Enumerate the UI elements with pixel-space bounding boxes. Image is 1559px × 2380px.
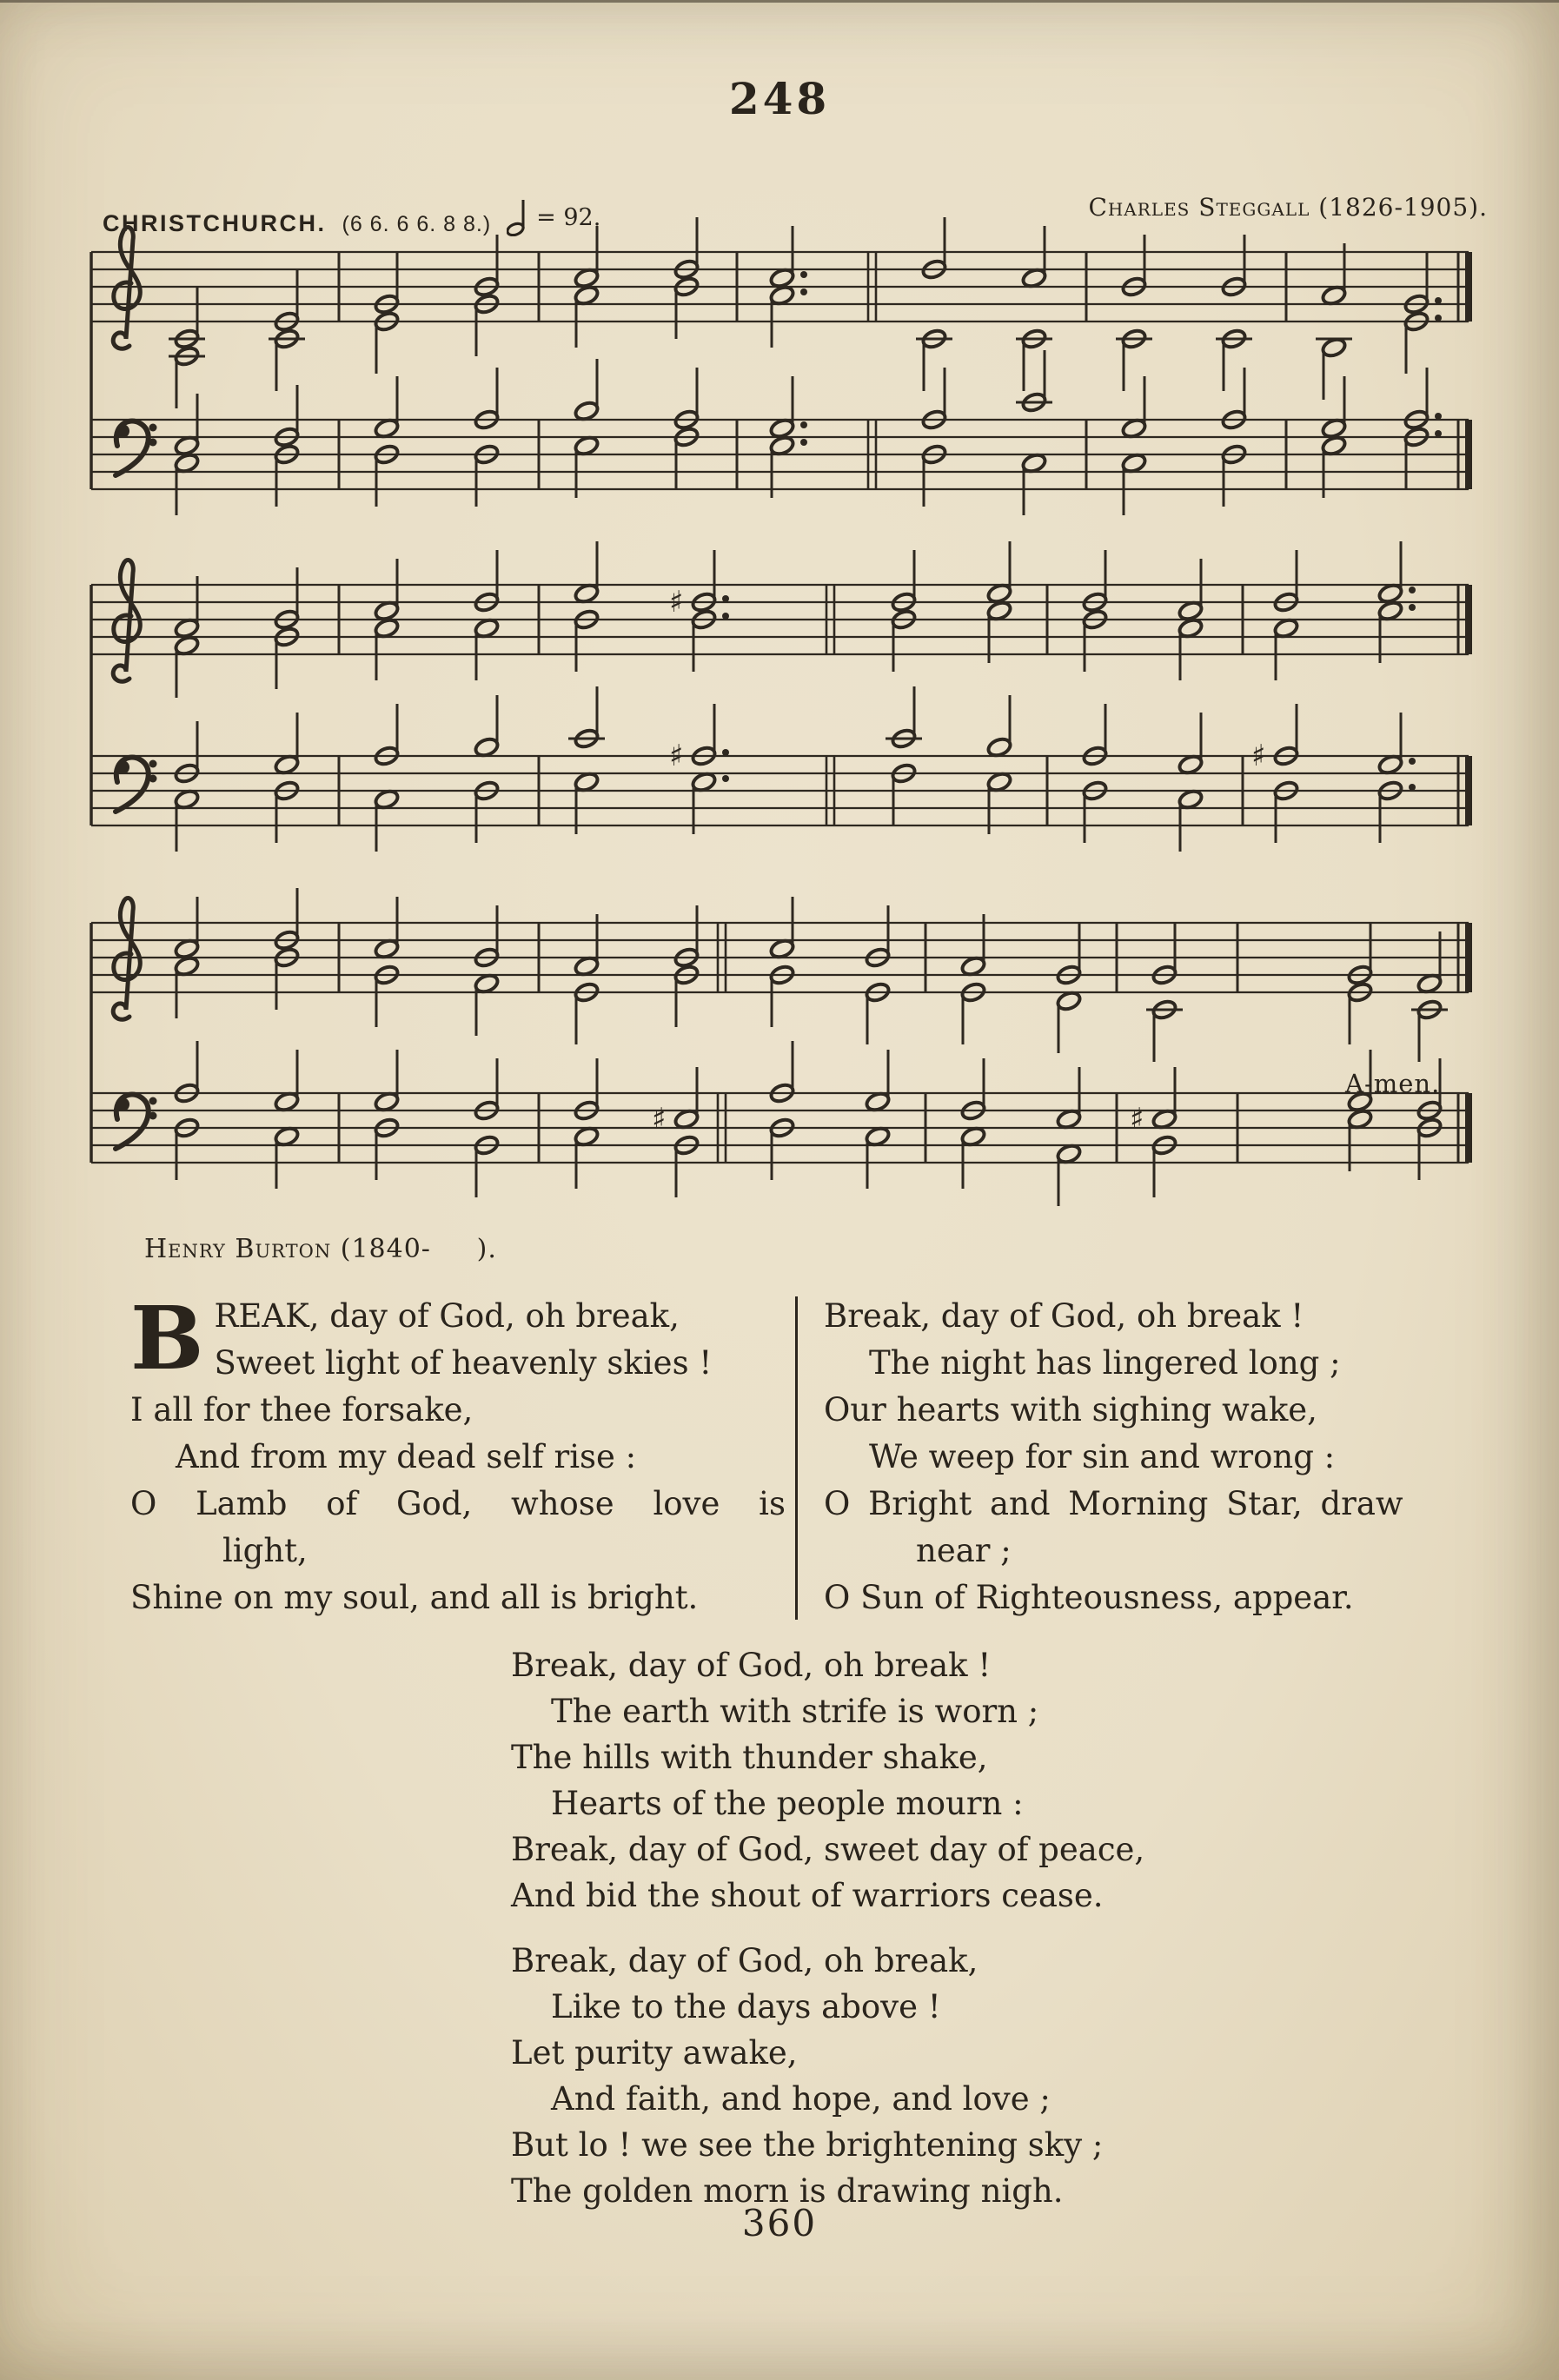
verse-line: Like to the days above !: [551, 1988, 941, 2025]
verse-line: Break, day of God, oh break,: [511, 1942, 979, 1979]
verse-line: Break, day of God, oh break !: [824, 1297, 1304, 1335]
verse-line: Break, day of God, oh break !: [511, 1647, 992, 1684]
verse-line: Break, day of God, sweet day of peace,: [511, 1831, 1145, 1868]
sharp-accidental: ♯: [669, 739, 684, 773]
amen-label: A-men.: [1345, 1069, 1441, 1098]
music-system-2: [91, 541, 1469, 852]
music-system-3: [91, 888, 1469, 1206]
verse-line: The night has lingered long ;: [869, 1344, 1341, 1382]
verse-line: I all for thee forsake,: [130, 1391, 474, 1429]
verse-line: We weep for sin and wrong :: [869, 1438, 1336, 1475]
verse-line: O Lamb of God, whose love is: [130, 1485, 786, 1522]
barlines: [339, 585, 1469, 825]
sharp-accidental: ♯: [669, 585, 684, 620]
verse-line: The golden morn is drawing nigh.: [511, 2172, 1064, 2210]
verse-2: [798, 1293, 1521, 1621]
author-credit: Henry Burton (1840- ).: [144, 1234, 497, 1264]
drop-cap: B: [130, 1287, 204, 1389]
verse-1: [130, 1287, 795, 1621]
hymn-number: 248: [728, 73, 831, 124]
treble-clef-icon: [113, 227, 140, 348]
verse-line: The hills with thunder shake,: [511, 1739, 988, 1776]
bass-notes: [174, 686, 1416, 852]
tempo-value: = 92.: [536, 204, 601, 231]
verse-line: light,: [222, 1532, 308, 1569]
bass-clef-icon: [116, 1095, 157, 1149]
verse-4: [511, 1938, 1103, 2214]
verse-columns: [130, 1287, 1521, 1621]
sharp-accidental: ♯: [1251, 739, 1266, 773]
tune-meter: (6 6. 6 6. 8 8.): [342, 212, 492, 236]
treble-clef-icon: [113, 898, 140, 1019]
sharp-accidental: ♯: [652, 1102, 667, 1137]
verse-line: Let purity awake,: [511, 2034, 798, 2072]
verse-line: O Bright and Morning Star, draw: [824, 1485, 1403, 1522]
sharp-accidental: ♯: [1130, 1102, 1144, 1137]
bass-clef-icon: [116, 758, 157, 812]
verse-line: The earth with strife is worn ;: [551, 1693, 1039, 1730]
bass-clef-icon: [116, 421, 157, 475]
treble-clef-icon: [113, 560, 140, 681]
verse-3: [511, 1642, 1144, 1919]
verse-line: And faith, and hope, and love ;: [551, 2080, 1051, 2118]
verse-line: near ;: [916, 1532, 1012, 1569]
verse-line: And from my dead self rise :: [176, 1438, 637, 1475]
verse-line: Shine on my soul, and all is bright.: [130, 1579, 699, 1616]
verse-line: O Sun of Righteousness, appear.: [824, 1579, 1354, 1616]
treble-notes: [169, 217, 1442, 408]
verse-line: Our hearts with sighing wake,: [824, 1391, 1317, 1429]
composer-credit: Charles Steggall (1826-1905).: [1088, 193, 1488, 222]
music-system-1: [91, 217, 1469, 515]
bass-notes: [174, 1041, 1443, 1206]
verse-line: But lo ! we see the brightening sky ;: [511, 2126, 1104, 2164]
bass-notes: [174, 350, 1442, 515]
barlines: [339, 923, 1469, 1163]
verse-line: Sweet light of heavenly skies !: [214, 1344, 713, 1382]
verse-line: REAK, day of God, oh break,: [214, 1297, 680, 1335]
tune-name: CHRISTCHURCH.: [103, 210, 327, 236]
page-number-footer: 360: [741, 2202, 818, 2244]
verse-line: Hearts of the people mourn :: [551, 1785, 1024, 1822]
verse-line: And bid the shout of warriors cease.: [511, 1877, 1104, 1914]
